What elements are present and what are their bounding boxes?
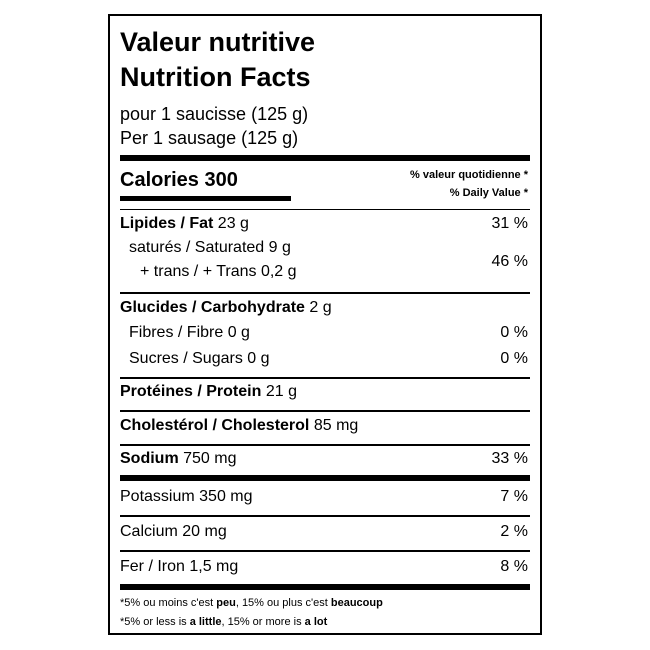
cholesterol-row xyxy=(120,418,358,434)
fibre-label: Fibres / Fibre xyxy=(129,324,224,341)
thick-divider xyxy=(120,475,530,481)
fat-label: Lipides / Fat xyxy=(120,215,214,232)
footnote-english-part: , 15% or more is xyxy=(221,616,305,628)
serving-size-english: Per 1 sausage (125 g) xyxy=(120,128,299,148)
protein-label: Protéines / Protein xyxy=(120,383,262,400)
footnote-french-emphasis: peu xyxy=(216,597,236,609)
divider xyxy=(120,209,530,210)
calcium-row xyxy=(120,524,227,540)
sugars-amount: 0 g xyxy=(247,350,270,367)
divider xyxy=(120,377,530,379)
iron-daily-value: 8 % xyxy=(500,558,528,575)
carbohydrate-label: Glucides / Carbohydrate xyxy=(120,299,305,316)
fibre-amount: 0 g xyxy=(227,324,250,341)
footnote-english xyxy=(120,617,327,628)
trans-row xyxy=(140,264,297,280)
fat-row xyxy=(120,216,249,232)
trans-amount: 0,2 g xyxy=(260,263,297,280)
saturated-trans-daily-value: 46 % xyxy=(491,253,528,270)
potassium-daily-value: 7 % xyxy=(500,488,528,505)
footnote-french xyxy=(120,598,383,609)
cholesterol-amount: 85 mg xyxy=(313,417,359,434)
calcium-amount: 20 mg xyxy=(182,523,227,540)
divider xyxy=(120,515,530,517)
protein-row xyxy=(120,384,297,400)
divider xyxy=(120,550,530,552)
carbohydrate-row xyxy=(120,300,332,316)
footnote-french-part: *5% ou moins c'est xyxy=(120,597,217,609)
sugars-label: Sucres / Sugars xyxy=(129,350,243,367)
sugars-row xyxy=(129,351,270,367)
sodium-amount: 750 mg xyxy=(183,450,237,467)
cholesterol-label: Cholestérol / Cholesterol xyxy=(120,417,310,434)
title-english: Nutrition Facts xyxy=(120,62,311,92)
protein-amount: 21 g xyxy=(265,383,297,400)
thick-divider xyxy=(120,584,530,590)
footnote-english-emphasis: a lot xyxy=(304,616,328,628)
divider xyxy=(120,410,530,412)
footnote-french-emphasis: beaucoup xyxy=(330,597,383,609)
fat-daily-value: 31 % xyxy=(491,215,528,232)
fat-amount: 23 g xyxy=(217,215,249,232)
calories-row xyxy=(120,170,238,190)
footnote-french-part: , 15% ou plus c'est xyxy=(235,597,331,609)
serving-size-french: pour 1 saucisse (125 g) xyxy=(120,104,309,124)
divider xyxy=(120,444,530,446)
sodium-row xyxy=(120,451,237,467)
daily-value-header-french: % valeur quotidienne * xyxy=(410,169,528,181)
potassium-row xyxy=(120,489,253,505)
calories-label: Calories xyxy=(120,169,199,191)
daily-value-header-english: % Daily Value * xyxy=(449,187,528,199)
saturated-label: saturés / Saturated xyxy=(129,239,265,256)
carbohydrate-amount: 2 g xyxy=(309,299,332,316)
nutrition-facts-label xyxy=(108,14,542,635)
saturated-row xyxy=(129,240,291,256)
calories-underline xyxy=(120,196,291,201)
sugars-daily-value: 0 % xyxy=(500,350,528,367)
title-french: Valeur nutritive xyxy=(120,27,316,57)
iron-amount: 1,5 mg xyxy=(189,558,239,575)
divider xyxy=(120,292,530,294)
potassium-amount: 350 mg xyxy=(199,488,253,505)
saturated-amount: 9 g xyxy=(268,239,291,256)
calcium-daily-value: 2 % xyxy=(500,523,528,540)
fibre-daily-value: 0 % xyxy=(500,324,528,341)
footnote-english-emphasis: a little xyxy=(189,616,222,628)
potassium-label: Potassium xyxy=(120,488,195,505)
thick-divider xyxy=(120,155,530,161)
fibre-row xyxy=(129,325,250,341)
sodium-daily-value: 33 % xyxy=(491,450,528,467)
sodium-label: Sodium xyxy=(120,450,179,467)
trans-label: + trans / + Trans xyxy=(140,263,257,280)
iron-label: Fer / Iron xyxy=(120,558,185,575)
calories-value: 300 xyxy=(204,169,238,191)
calcium-label: Calcium xyxy=(120,523,178,540)
footnote-english-part: *5% or less is xyxy=(120,616,190,628)
iron-row xyxy=(120,559,238,575)
